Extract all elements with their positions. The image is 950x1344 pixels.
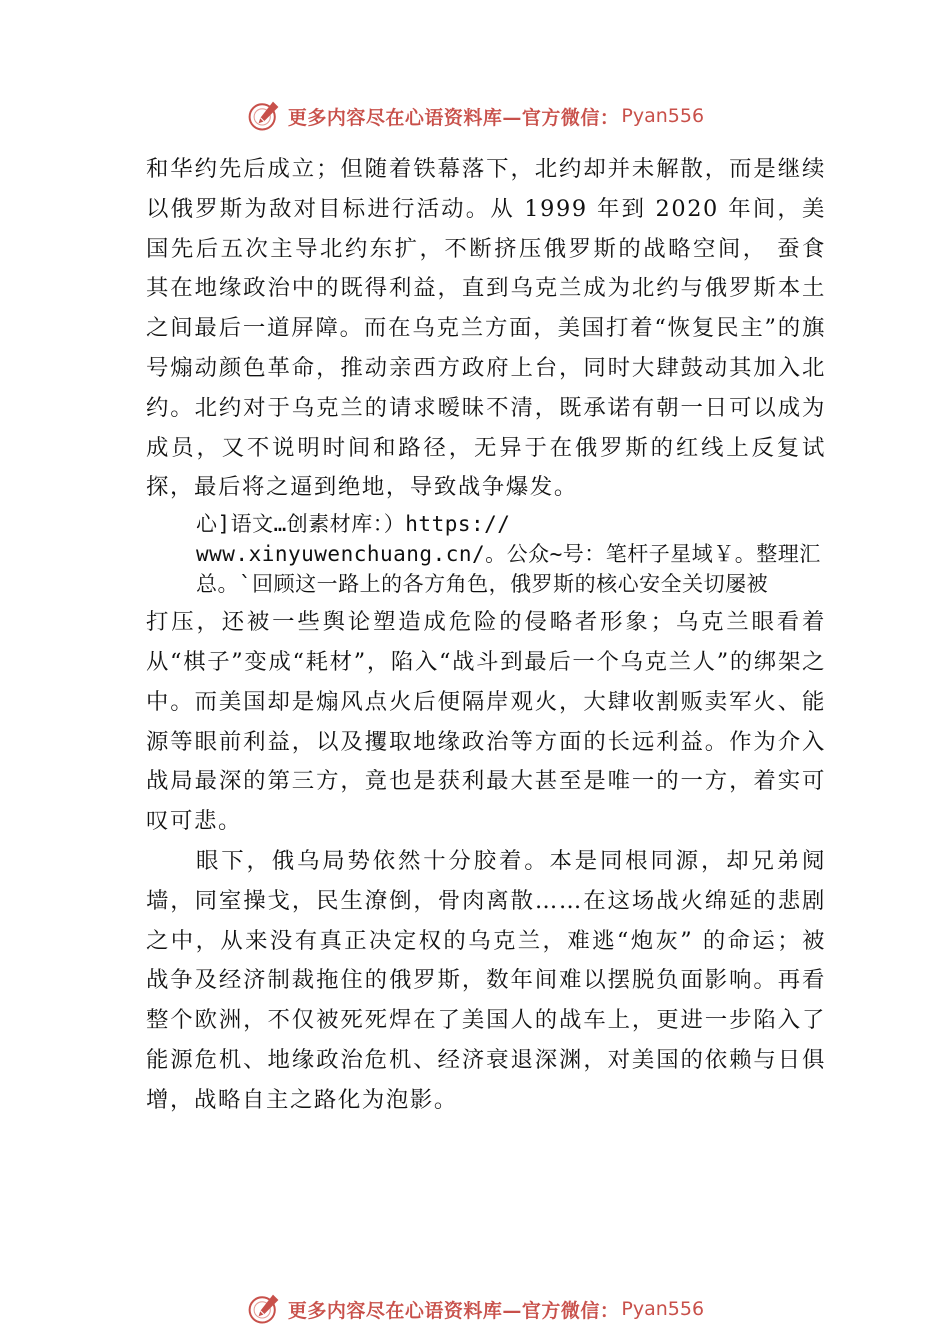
pen-nib-circle-logo-icon [246,1291,282,1327]
header-wechat-id: Pyan556 [621,105,705,127]
header-banner-text: 更多内容尽在心语资料库—官方微信： [287,106,620,129]
footer-banner [0,1287,950,1331]
footer-wechat-id: Pyan556 [621,1298,705,1320]
paragraph-3: 眼下，俄乌局势依然十分胶着。本是同根同源，却兄弟阋墙，同室操戈，民生潦倒，骨肉离散……在这场战火绵延的悲剧之中，从来没有真正决定权的乌克兰，难逃“炮灰” 的命运；被战争及经济制裁拖住的俄罗斯，数年间难以摆脱负面影响。再看整个欧洲，不仅被死死焊在了美国人的战车上，更进一步陷入了能源危机、地缘政治危机、经济衰退深渊，对美国的依赖与日俱增，战略自主之路化为泡影。 [146,847,826,1113]
inserted-line-1: 心]语文…创素材库：）https:// [196,512,511,537]
article-body [146,150,826,1121]
inserted-watermark-text [196,509,826,599]
inserted-line-2: www.xinyuwenchuang.cn/。公众~号：笔杆子星域￥。整理汇总。`回顾这一路上的各方角色，俄罗斯的核心安全关切屡被 [196,542,821,597]
paragraph-1: 和华约先后成立；但随着铁幕落下，北约却并未解散，而是继续以俄罗斯为敌对目标进行活动。从 1999 年到 2020 年间，美国先后五次主导北约东扩，不断挤压俄罗斯的战略空间， 蚕食其在地缘政治中的既得利益，直到乌克兰成为北约与俄罗斯本土之间最后一道屏障。而在乌克兰方面，美国打着“恢复民主”的旗号煽动颜色革命，推动亲西方政府上台，同时大肆鼓动其加入北约。北约对于乌克兰的请求暧昧不清，既承诺有朝一日可以成为成员，又不说明时间和路径，无异于在俄罗斯的红线上反复试探，最后将之逼到绝地，导致战争爆发。 [146,156,826,501]
header-banner [0,94,950,138]
pen-nib-circle-logo-icon [246,98,282,134]
footer-banner-text: 更多内容尽在心语资料库—官方微信： [287,1299,620,1322]
paragraph-2: 打压，还被一些舆论塑造成危险的侵略者形象；乌克兰眼看着从“棋子”变成“耗材”，陷入“战斗到最后一个乌克兰人”的绑架之中。而美国却是煽风点火后便隔岸观火，大肆收割贩卖军火、能源等眼前利益，以及攫取地缘政治等方面的长远利益。作为介入战局最深的第三方，竟也是获利最大甚至是唯一的一方，着实可叹可悲。 [146,609,826,835]
